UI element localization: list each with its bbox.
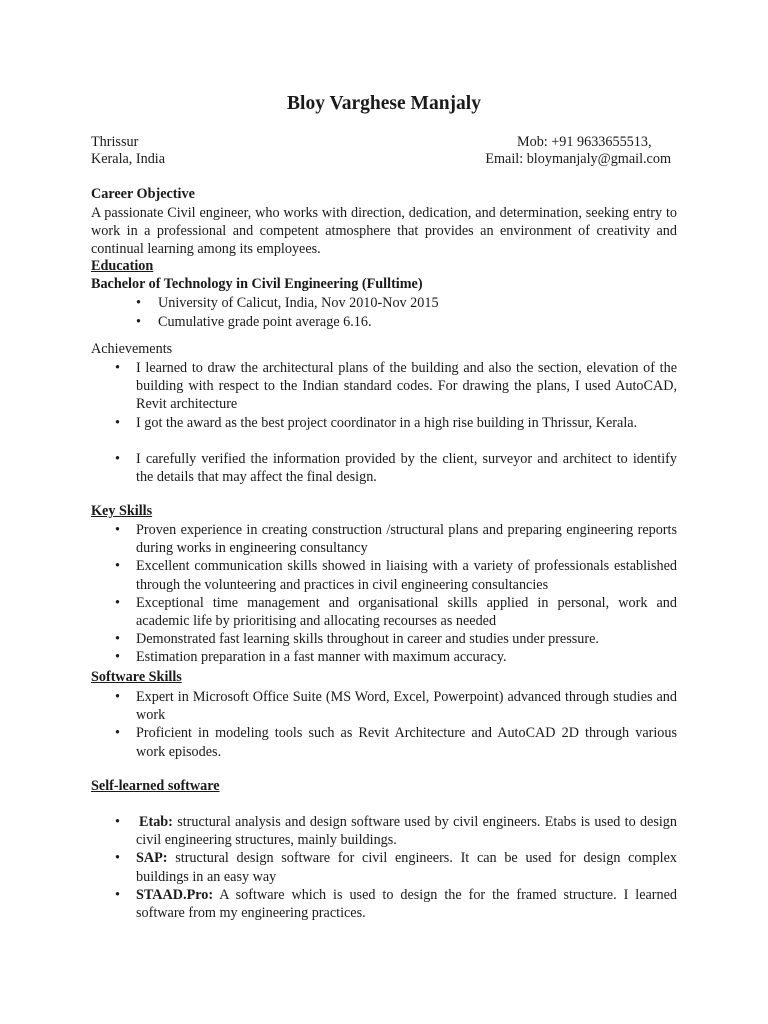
contact-mobile: Mob: +91 9633655513, [517, 134, 652, 150]
software-term: Etab: [139, 814, 173, 830]
software-skills-heading: Software Skills [91, 669, 182, 685]
list-item: • I learned to draw the architectural plans of the building and also the section, elevation of the building with respect to the Indian standard codes. For drawing the plans, I used AutoCAD, Revit architecture [115, 360, 677, 413]
software-term: STAAD.Pro: [136, 886, 214, 903]
software-term: SAP: [136, 850, 168, 867]
career-objective-text: A passionate Civil engineer, who works with direction, dedication, and determination, seeking entry to work in a professional and competent atmosphere that provides an environment of creativity and continual learning among its employees. [91, 205, 677, 258]
contact-region: Kerala, India [91, 151, 166, 167]
self-learned-heading: Self-learned software [91, 778, 220, 794]
bullet-icon: • [115, 814, 120, 830]
self-learned-list [91, 813, 677, 922]
achievements-list [91, 359, 677, 486]
degree-title: Bachelor of Technology in Civil Engineering (Fulltime) [91, 276, 423, 292]
bullet-icon: • [136, 314, 141, 331]
list-item: • Estimation preparation in a fast manner with maximum accuracy. [115, 649, 507, 666]
list-item: • Etab: structural analysis and design software used by civil engineers. Etabs is used to design civil engineering structures, mainly buildings. [115, 814, 677, 849]
bullet-icon: • [115, 850, 120, 867]
key-skills-heading: Key Skills [91, 503, 153, 519]
education-list [91, 294, 677, 331]
list-item: • Excellent communication skills showed in liaising with a variety of professionals established through the volunteering and practices in civil engineering consultancies [115, 558, 677, 593]
bullet-icon: • [115, 725, 120, 742]
key-skills-list [91, 521, 677, 667]
software-skills-list [91, 688, 677, 761]
contact-city: Thrissur [91, 134, 139, 150]
achievements-heading: Achievements [91, 341, 173, 357]
list-item: • Proficient in modeling tools such as Revit Architecture and AutoCAD 2D through various work episodes. [115, 725, 677, 760]
bullet-icon: • [115, 886, 120, 903]
contact-email: Email: bloymanjaly@gmail.com [485, 151, 671, 167]
bullet-icon: • [115, 689, 120, 705]
bullet-icon: • [115, 558, 120, 575]
bullet-icon: • [115, 522, 120, 538]
list-item: • Demonstrated fast learning skills throughout in career and studies under pressure. [115, 631, 599, 648]
bullet-icon: • [115, 594, 120, 611]
applicant-name: Bloy Varghese Manjaly [287, 93, 481, 114]
list-item: • Cumulative grade point average 6.16. [136, 314, 372, 331]
bullet-icon: • [136, 295, 141, 311]
list-item: • Expert in Microsoft Office Suite (MS Word, Excel, Powerpoint) advanced through studies and work [115, 689, 677, 724]
career-objective-heading: Career Objective [91, 186, 195, 202]
list-item: • SAP: structural design software for civil engineers. It can be used for design complex buildings in an easy way [115, 850, 677, 885]
bullet-icon: • [115, 649, 120, 666]
list-item: • University of Calicut, India, Nov 2010-Nov 2015 [136, 295, 439, 311]
list-item: • Proven experience in creating construction /structural plans and preparing engineering reports during works in engineering consultancy [115, 522, 677, 557]
education-heading: Education [91, 258, 154, 274]
list-item: • Exceptional time management and organisational skills applied in personal, work and academic life by prioritising and allocating recourses as needed [115, 594, 677, 630]
bullet-icon: • [115, 360, 120, 376]
list-item: • STAAD.Pro: A software which is used to design the for the framed structure. I learned software from my engineering practices. [115, 886, 677, 922]
bullet-icon: • [115, 450, 120, 467]
bullet-icon: • [115, 631, 120, 648]
list-item: • I got the award as the best project coordinator in a high rise building in Thrissur, Kerala. [115, 414, 638, 431]
bullet-icon: • [115, 414, 120, 431]
list-item: • I carefully verified the information provided by the client, surveyor and architect to identify the details that may affect the final design. [115, 450, 677, 486]
